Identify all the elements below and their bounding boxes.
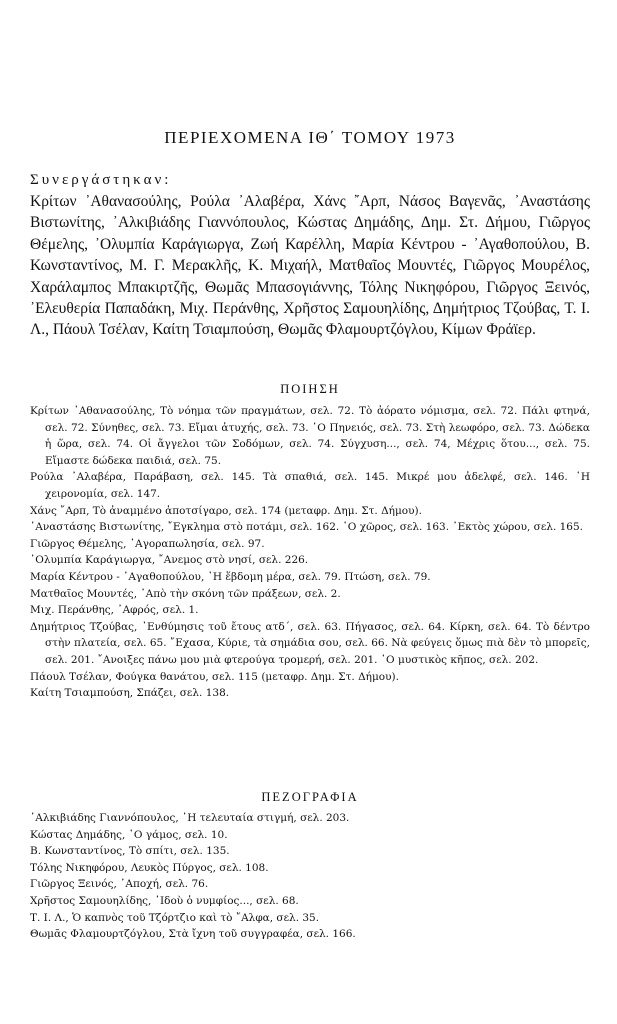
toc-entry: Χάνς ῎Αρπ, Τὸ ἀναμμένο ἀποτσίγαρο, σελ. 174 (μεταφρ. Δημ. Στ. Δήμου).: [30, 504, 422, 517]
toc-entry: Β. Κωνσταντίνος, Τὸ σπίτι, σελ. 135.: [30, 845, 230, 858]
toc-entry: Χρῆστος Σαμουηλίδης, ᾿Ιδοὺ ὁ νυμφίος..., σελ. 68.: [30, 894, 299, 907]
poetry-heading: ΠΟΙΗΣΗ: [280, 382, 340, 396]
toc-entry: Κώστας Δημάδης, ῾Ο γάμος, σελ. 10.: [30, 828, 228, 841]
page-title: ΠΕΡΙΕΧΟΜΕΝΑ ΙΘ΄ ΤΟΜΟΥ 1973: [164, 128, 456, 147]
toc-entry: Θωμᾶς Φλαμουρτζόγλου, Στὰ ἴχνη τοῦ συγγραφέα, σελ. 166.: [30, 928, 356, 941]
toc-entry: Καίτη Τσιαμπούση, Σπάζει, σελ. 138.: [30, 687, 230, 700]
toc-entry: Μαρία Κέντρου - ᾿Αγαθοπούλου, ῾Η ἕβδομη μέρα, σελ. 79. Πτώση, σελ. 79.: [30, 570, 431, 583]
toc-entry: Ματθαῖος Μουντές, ᾿Απὸ τὴν σκόνη τῶν πράξεων, σελ. 2.: [30, 587, 341, 600]
toc-entry: Γιῶργος Ξεινός, ᾿Αποχή, σελ. 76.: [30, 878, 209, 891]
toc-entry: Τ. Ι. Λ., Ὁ καπνὸς τοῦ Τζόρτζιο καὶ τὸ ῎Αλφα, σελ. 35.: [30, 911, 320, 924]
collaborators-heading: Συνεργάστηκαν:: [30, 172, 172, 188]
prose-entries: [30, 810, 590, 943]
toc-entry: ᾿Ολυμπία Καράγιωργα, ῎Ανεμος στὸ νησί, σελ. 226.: [30, 554, 309, 567]
toc-entry: ᾿Αναστάσης Βιστωνίτης, ῎Εγκλημα στὸ ποτάμι, σελ. 162. ῾Ο χῶρος, σελ. 163. ᾿Εκτὸς χώρου, σελ. 165.: [30, 521, 583, 534]
toc-entry: Μιχ. Περάνθης, ᾿Αφρός, σελ. 1.: [30, 604, 199, 617]
toc-entry: Κρίτων ᾿Αθανασούλης, Τὸ νόημα τῶν πραγμάτων, σελ. 72. Τὸ ἀόρατο νόμισμα, σελ. 72. Πάλι φτηνά, σελ. 72. Σύνηθες, σελ. 73. Εἴμαι ἀτυχής, σελ. 73. ῾Ο Πηνειός, σελ. 73. Στὴ λεωφόρο, σελ. 73. Δώδεκα ἡ ὥρα, σελ. 74. Οἱ ἄγγελοι τῶν Σοδόμων, σελ. 74. Σύγχυση..., σελ. 74, Μέχρις ὅτου..., σελ. 75. Εἴμαστε δώδεκα παιδιά, σελ. 75.: [30, 405, 590, 467]
toc-entry: ᾿Αλκιβιάδης Γιαννόπουλος, ῾Η τελευταία στιγμή, σελ. 203.: [30, 812, 350, 824]
toc-entry: Πάουλ Τσέλαν, Φούγκα θανάτου, σελ. 115 (μεταφρ. Δημ. Στ. Δήμου).: [30, 670, 399, 683]
prose-heading: ΠΕΖΟΓΡΑΦΙΑ: [261, 790, 359, 804]
toc-entry: Ρούλα ᾿Αλαβέρα, Παράβαση, σελ. 145. Τὰ σπαθιά, σελ. 145. Μικρέ μου ἀδελφέ, σελ. 146. ῾Η χειρονομία, σελ. 147.: [30, 471, 590, 500]
toc-entry: Δημήτριος Τζούβας, ᾿Ενθύμησις τοῦ ἔτους ατδ΄, σελ. 63. Πήγασος, σελ. 64. Κίρκη, σελ. 64. Τὸ δέντρο στὴν πλατεία, σελ. 65. ῎Εχασα, Κύριε, τὰ σημάδια σου, σελ. 66. Νὰ φεύγεις ὅμως πιὰ δὲν τὸ μπορεῖς, σελ. 201. ῎Ανοιξες πάνω μου μιὰ φτερούγα τρομερή, σελ. 201. ῾Ο μυστικὸς κῆπος, σελ. 202.: [30, 620, 590, 666]
toc-entry: Τόλης Νικηφόρου, Λευκὸς Πύργος, σελ. 108.: [30, 861, 269, 874]
collaborators-list: Κρίτων ᾿Αθανασούλης, Ρούλα ᾿Αλαβέρα, Χάνς ῎Αρπ, Νάσος Βαγενᾶς, ᾿Αναστάσης Βιστωνίτης, ᾿Αλκιβιάδης Γιαννόπουλος, Κώστας Δημάδης, Δημ. Στ. Δήμου, Γιῶργος Θέμελης, ᾿Ολυμπία Καράγιωργα, Ζωή Καρέλλη, Μαρία Κέντρου - ᾿Αγαθοπούλου, Β. Κωνσταντίνος, Μ. Γ. Μερακλῆς, Κ. Μιχαήλ, Ματθαῖος Μουντές, Γιῶργος Μουρέλος, Χαράλαμπος Μπακιρτζῆς, Θωμᾶς Μπασογιάννης, Τόλης Νικηφόρου, Γιῶργος Ξεινός, ᾿Ελευθερία Παπαδάκη, Μιχ. Περάνθης, Χρῆστος Σαμουηλίδης, Δημήτριος Τζούβας, Τ. Ι. Λ., Πάουλ Τσέλαν, Καίτη Τσιαμπούση, Θωμᾶς Φλαμουρτζόγλου, Κίμων Φράϊερ.: [30, 193, 590, 339]
poetry-entries: [30, 403, 590, 702]
toc-entry: Γιῶργος Θέμελης, ᾿Αγοραπωλησία, σελ. 97.: [30, 537, 265, 550]
